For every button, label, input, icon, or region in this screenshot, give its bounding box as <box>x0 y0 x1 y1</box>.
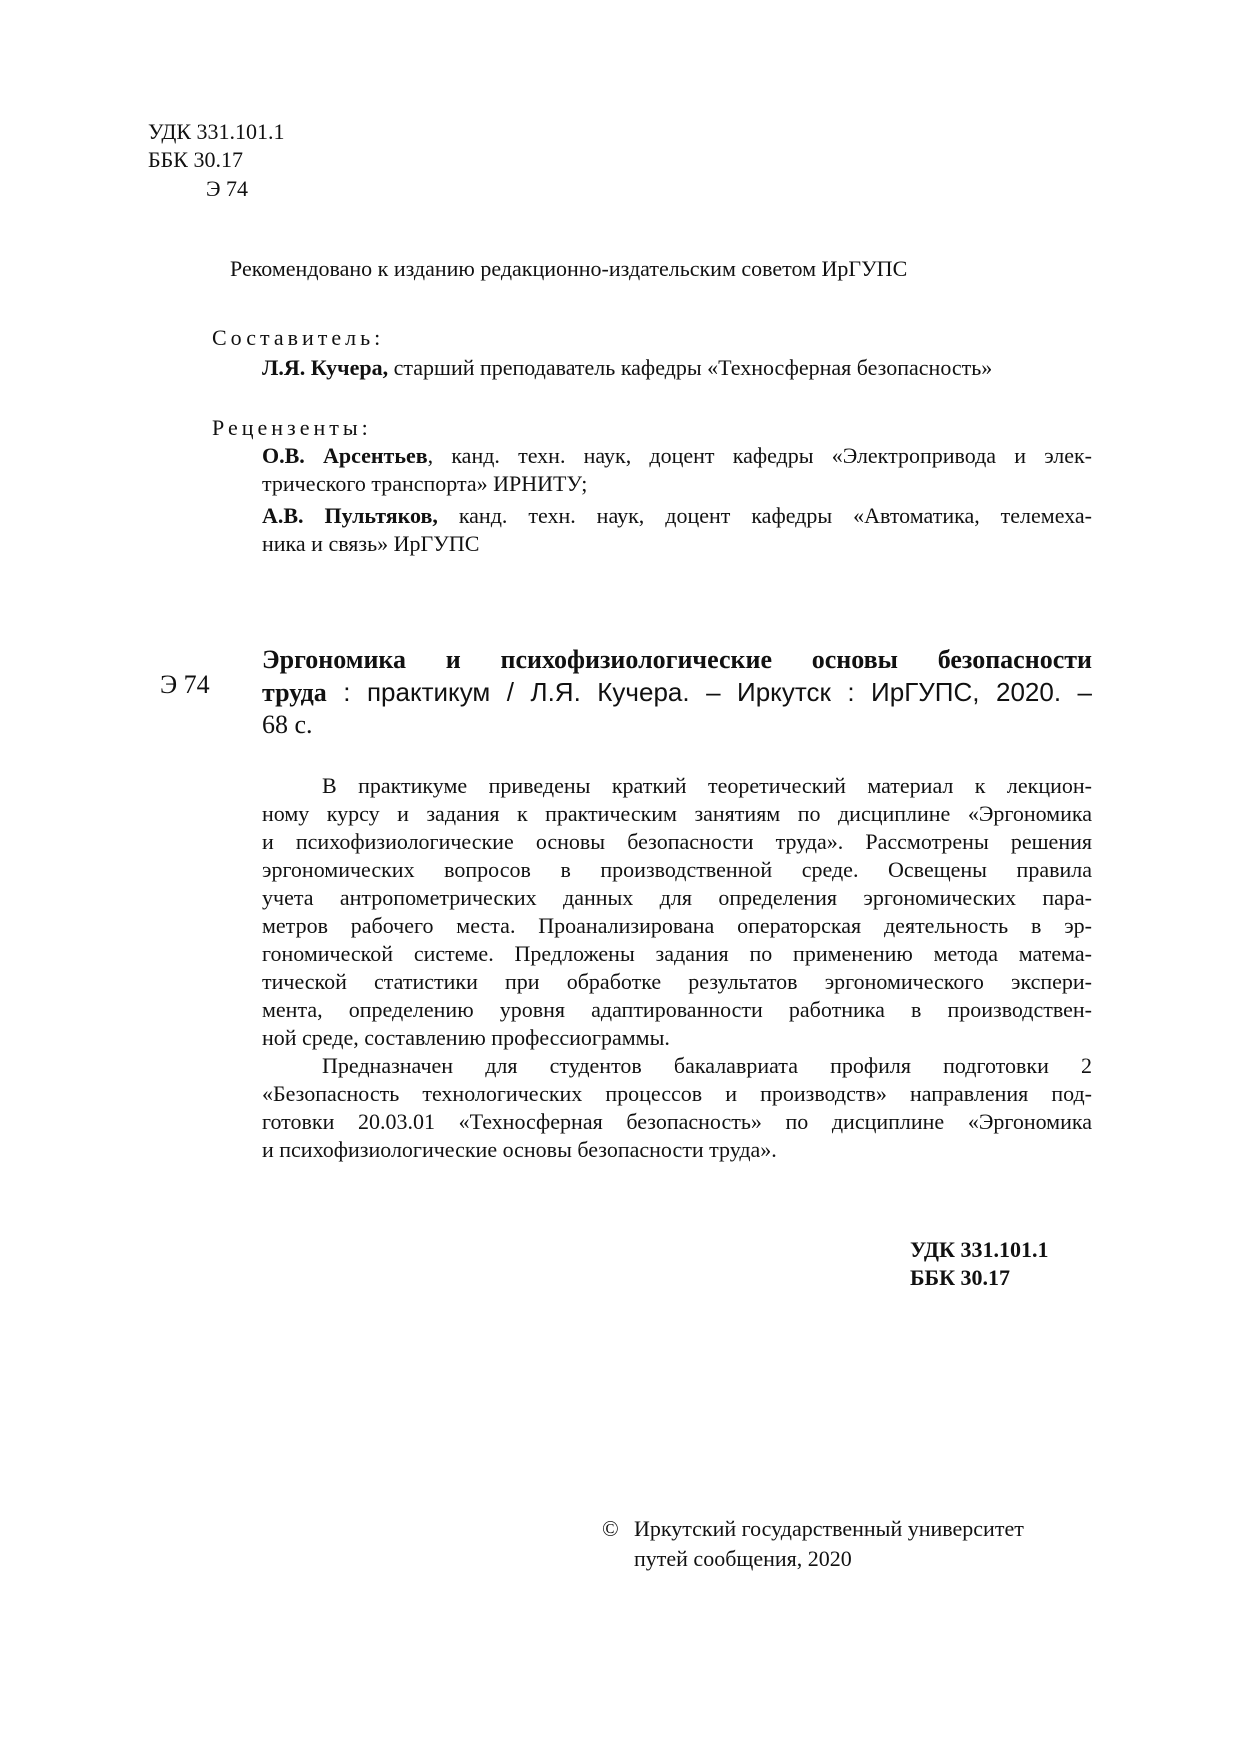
copyright-line: Иркутский государственный университет <box>634 1516 1024 1541</box>
copyright-notice <box>602 1514 1024 1574</box>
abstract-line: и психофизиологические основы безопасности труда». <box>262 1137 777 1162</box>
abstract-paragraph <box>262 772 1092 1052</box>
abstract <box>262 772 1092 1164</box>
bibliography-record <box>262 644 1092 741</box>
abstract-line: ному курсу и задания к практическим занятиям по дисциплине «Эргономика <box>262 801 1092 826</box>
book-imprint: : практикум / Л.Я. Кучера. – Иркутск : ИрГУПС, 2020. – <box>326 677 1092 707</box>
abstract-line: и психофизиологические основы безопасности труда». Рассмотрены решения <box>262 829 1092 854</box>
abstract-line: В практикуме приведены краткий теоретический материал к лекцион- <box>322 773 1092 798</box>
book-title-end: труда <box>262 678 327 707</box>
abstract-line: гономической системе. Предложены задания по применению метода матема- <box>262 941 1092 966</box>
bbk-code: ББК 30.17 <box>148 147 243 172</box>
compiler-description: старший преподаватель кафедры «Техносферная безопасность» <box>388 355 993 380</box>
abstract-line: готовки 20.03.01 «Техносферная безопасность» по дисциплине «Эргономика <box>262 1109 1092 1134</box>
abstract-line: метров рабочего места. Проанализирована операторская деятельность в эр- <box>262 913 1092 938</box>
reviewer-line: , канд. техн. наук, доцент кафедры «Электропривода и элек- <box>427 443 1093 468</box>
author-sign: Э 74 <box>206 176 249 201</box>
copyright-icon: © <box>602 1516 619 1541</box>
reviewer-entry <box>262 502 1092 558</box>
abstract-line: «Безопасность технологических процессов и производств» направления под- <box>262 1081 1092 1106</box>
reviewer-name: А.В. Пультяков, <box>262 503 438 528</box>
reviewer-line: трического транспорта» ИРНИТУ; <box>262 471 588 496</box>
reviewer-name: О.В. Арсентьев <box>262 443 428 468</box>
book-title-line <box>262 676 1092 709</box>
reviewer-line: ника и связь» ИрГУПС <box>262 531 480 556</box>
compiler-entry <box>262 354 1082 382</box>
abstract-line: учета антропометрических данных для определения эргономических пара- <box>262 885 1092 910</box>
copyright-line: путей сообщения, 2020 <box>634 1546 852 1571</box>
compiler-label: Составитель: <box>212 325 385 350</box>
reviewer-line: канд. техн. наук, доцент кафедры «Автоматика, телемеха- <box>437 503 1092 528</box>
bbk-code-bottom: ББК 30.17 <box>910 1265 1011 1290</box>
abstract-line: эргономических вопросов в производственной среде. Освещены правила <box>262 857 1092 882</box>
abstract-paragraph <box>262 1052 1092 1164</box>
book-title-line: Эргономика и психофизиологические основы безопасности <box>262 645 1092 674</box>
bibliography-author-sign: Э 74 <box>160 670 210 699</box>
abstract-line: тической статистики при обработке результатов эргономического экспери- <box>262 969 1092 994</box>
compiler-name: Л.Я. Кучера, <box>262 355 389 380</box>
abstract-line: ной среде, составлению профессиограммы. <box>262 1025 670 1050</box>
reviewers-label: Рецензенты: <box>212 415 372 440</box>
book-pages: 68 с. <box>262 710 313 739</box>
reviewer-entry <box>262 442 1092 498</box>
abstract-line: мента, определению уровня адаптированности работника в производствен- <box>262 997 1092 1022</box>
udk-code-bottom: УДК 331.101.1 <box>910 1237 1049 1262</box>
abstract-line: Предназначен для студентов бакалавриата профиля подготовки 2 <box>322 1053 1092 1078</box>
recommendation-text: Рекомендовано к изданию редакционно-издательским советом ИрГУПС <box>230 256 908 281</box>
udk-code: УДК 331.101.1 <box>148 119 285 144</box>
